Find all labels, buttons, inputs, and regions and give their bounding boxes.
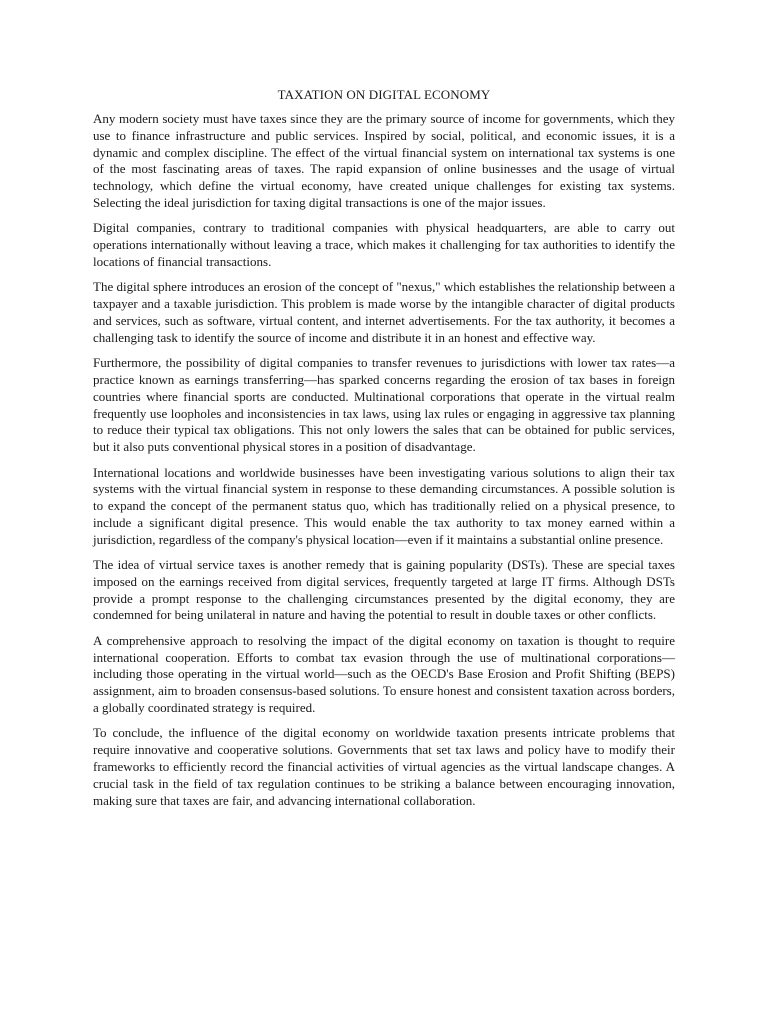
document-body (93, 86, 675, 818)
document-title: TAXATION ON DIGITAL ECONOMY (277, 87, 491, 102)
paragraph-introduction: Any modern society must have taxes since they are the primary source of income for governments, which they use to finance infrastructure and public services. Inspired by social, political, and economic issues, it is a dynamic and complex discipline. The effect of the virtual financial system on international tax systems is one of the most fascinating areas of taxes. The rapid expansion of online businesses and the usage of virtual technology, which define the virtual economy, have created unique challenges for existing tax systems. Selecting the ideal jurisdiction for taxing digital transactions is one of the major issues. (93, 111, 675, 210)
paragraph-solutions: International locations and worldwide businesses have been investigating various solutions to align their tax systems with the virtual financial system in response to these demanding circumstances. A possible solution is to expand the concept of the permanent status quo, which has traditionally relied on a physical presence, to include a significant digital presence. This would enable the tax authority to tax money earned within a jurisdiction, regardless of the company's physical location—even if it maintains a substantial online presence. (93, 464, 675, 547)
paragraph-earnings-transferring: Furthermore, the possibility of digital companies to transfer revenues to jurisdictions with lower tax rates—a practice known as earnings transferring—has sparked concerns regarding the erosion of tax bases in foreign countries where financial sports are conducted. Multinational corporations that operate in the virtual realm frequently use loopholes and inconsistencies in tax laws, using lax rules or engaging in aggressive tax planning to reduce their typical tax obligations. This not only lowers the sales that can be obtained for public services, but it also puts conventional physical stores in a position of disadvantage. (93, 355, 675, 455)
paragraph-digital-service-taxes: The idea of virtual service taxes is another remedy that is gaining popularity (DSTs). These are special taxes imposed on the earnings received from digital services, frequently targeted at large IT firms. Although DSTs provide a prompt response to the challenging circumstances presented by the digital economy, they are condemned for being unilateral in nature and having the potential to result in double taxes or other conflicts. (93, 557, 675, 623)
paragraph-conclusion: To conclude, the influence of the digital economy on worldwide taxation presents intricate problems that require innovative and cooperative solutions. Governments that set tax laws and policy have to modify their frameworks to efficiently record the financial activities of virtual agencies as the virtual landscape changes. A crucial task in the field of tax regulation continues to be striking a balance between encouraging innovation, making sure that taxes are fair, and advancing international collaboration. (93, 725, 675, 808)
paragraph-digital-companies: Digital companies, contrary to traditional companies with physical headquarters, are able to carry out operations internationally without leaving a trace, which makes it challenging for tax authorities to identify the locations of financial transactions. (93, 220, 675, 269)
paragraph-nexus: The digital sphere introduces an erosion of the concept of "nexus," which establishes the relationship between a taxpayer and a taxable jurisdiction. This problem is made worse by the intangible character of digital products and services, such as software, virtual content, and internet advertisements. For the tax authority, it becomes a challenging task to identify the source of income and distribute it in an honest and effective way. (93, 279, 675, 345)
paragraph-international-cooperation: A comprehensive approach to resolving the impact of the digital economy on taxation is thought to require international cooperation. Efforts to combat tax evasion through the use of multinational corporations—including those operating in the virtual world—such as the OECD's Base Erosion and Profit Shifting (BEPS) assignment, aim to broaden consensus-based solutions. To ensure honest and consistent taxation across borders, a globally coordinated strategy is required. (93, 632, 675, 716)
